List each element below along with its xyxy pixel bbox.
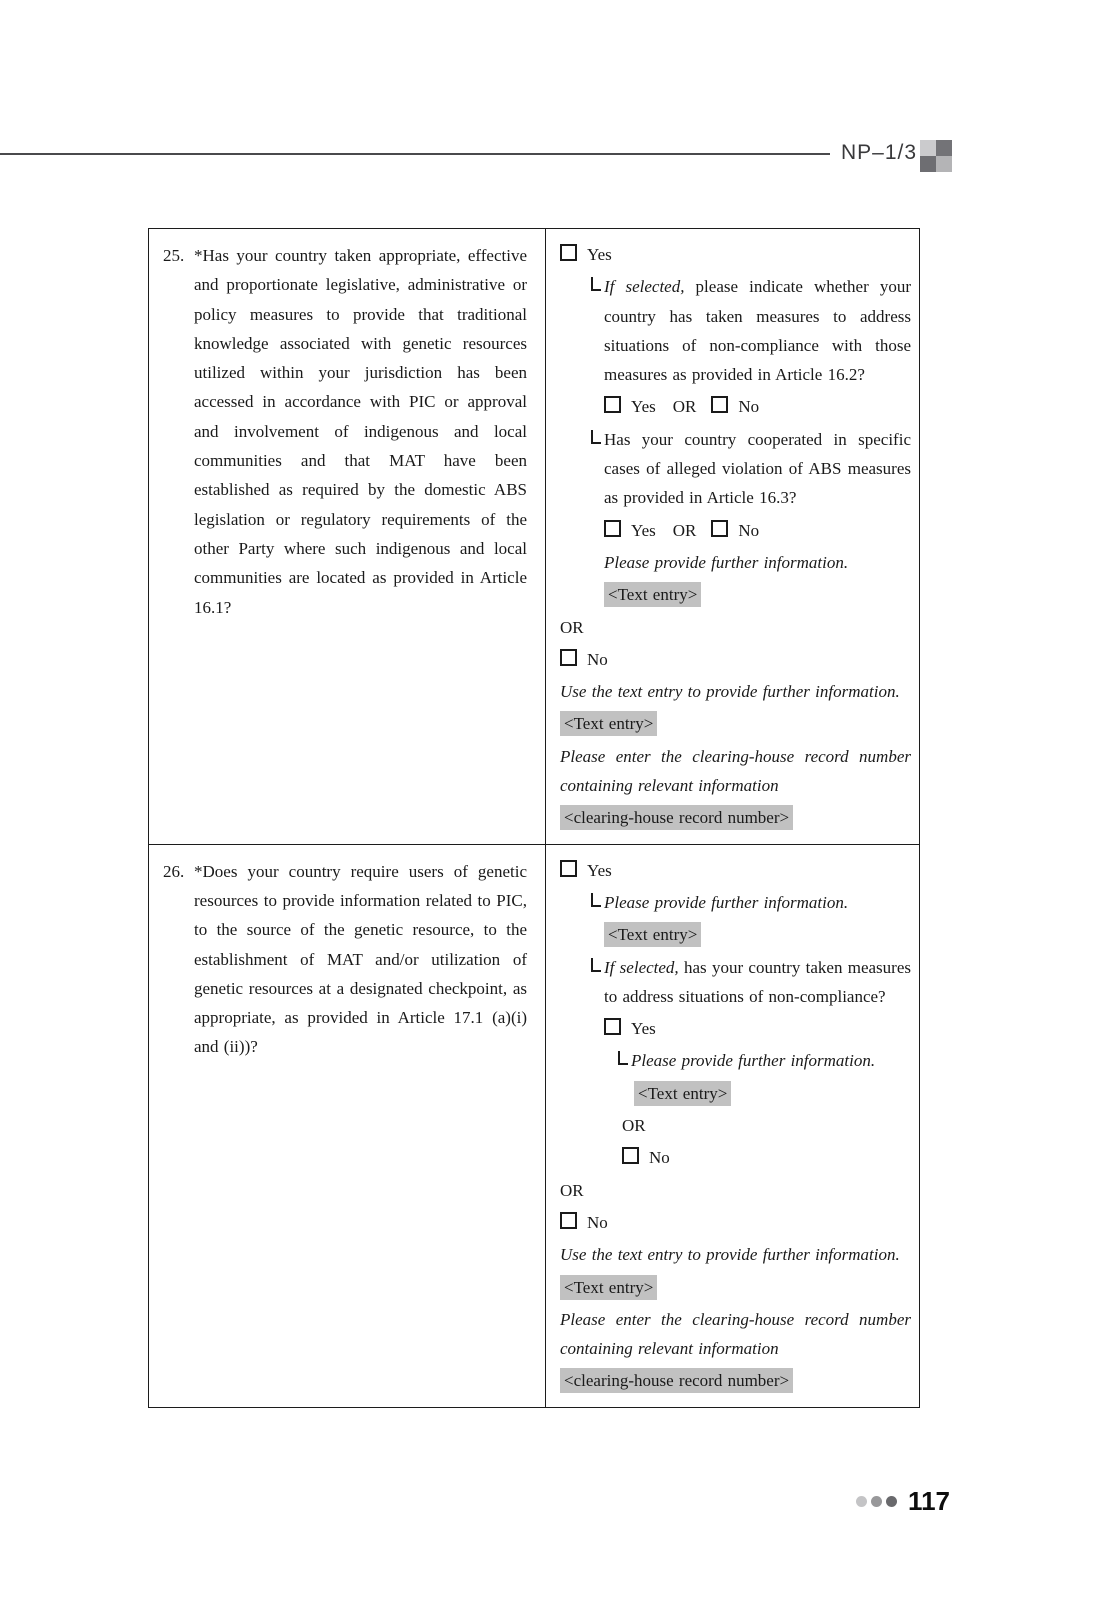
- footer-dot-icon: [871, 1496, 882, 1507]
- sub-question-rest: please indicate whether your country has taken measures to address situations of non-compliance with those measures as provided in Article 16.2?: [604, 277, 911, 385]
- page-number: 117: [908, 1486, 950, 1516]
- text-entry-field[interactable]: <Text entry>: [634, 1081, 731, 1106]
- clearing-house-entry-field[interactable]: <clearing-house record number>: [560, 805, 793, 830]
- option-label: No: [738, 397, 760, 417]
- checker-icon: [920, 140, 952, 172]
- use-text-entry-prompt: Use the text entry to provide further information.: [560, 682, 900, 702]
- or-separator: OR: [622, 1116, 646, 1136]
- text-entry-row: [546, 580, 911, 609]
- question-body: *Has your country taken appropriate, effective and proportionate legislative, administrative or policy measures to provide that traditional knowledge associated with genetic resources utilized within your jurisdiction has been accessed in accordance with PIC or approval and involvement of indigenous and local communities and that MAT have been established as required by the domestic ABS legislation or regulatory requirements of the other Party where such indigenous and local communities are located as provided in Article 16.1?: [194, 246, 527, 617]
- doc-code: NP–1/3: [841, 141, 918, 164]
- sub-question-non-compliance: [546, 953, 911, 1012]
- checker-quadrant: [936, 140, 952, 156]
- option-no: [546, 1208, 911, 1237]
- question-body: *Does your country require users of genetic resources to provide information related to PIC, to the source of the genetic resource, to the establishment of MAT and/or utilization of genetic resources at a designated checkpoint, as appropriate, as provided in Article 17.1 (a)(i) and (ii))?: [194, 861, 527, 1057]
- checkbox-yes[interactable]: [604, 520, 621, 537]
- question-cell-26: [149, 845, 546, 1407]
- provide-info-prompt: Please provide further information.: [604, 892, 849, 912]
- text-entry-field[interactable]: <Text entry>: [604, 922, 701, 947]
- clearing-house-prompt: Please enter the clearing-house record number containing relevant information: [560, 1309, 911, 1359]
- option-yes-or-no: [546, 516, 911, 545]
- or-label: OR: [672, 397, 697, 417]
- option-yes: [546, 240, 911, 269]
- branch-icon: [591, 430, 601, 444]
- branch-icon: [591, 277, 601, 291]
- sub-question-16-3: [546, 425, 911, 513]
- option-label: Yes: [631, 520, 656, 540]
- clearing-house-entry-row: [546, 803, 911, 832]
- provide-info-branch: [546, 1046, 911, 1075]
- page-footer: [852, 1486, 950, 1517]
- branch-icon: [591, 893, 601, 907]
- branch-icon: [591, 958, 601, 972]
- text-entry-field[interactable]: <Text entry>: [560, 711, 657, 736]
- option-label: No: [738, 520, 760, 540]
- checker-quadrant: [920, 156, 936, 172]
- checkbox-yes[interactable]: [604, 396, 621, 413]
- header-rule: [0, 153, 830, 155]
- text-entry-field[interactable]: <Text entry>: [560, 1275, 657, 1300]
- form-table: [148, 228, 920, 1408]
- option-label: Yes: [587, 245, 612, 264]
- option-yes: [546, 1014, 911, 1043]
- checkbox-yes[interactable]: [560, 860, 577, 877]
- option-label: No: [649, 1148, 670, 1168]
- checkbox-no[interactable]: [560, 1212, 577, 1229]
- sub-question-lead: If selected,: [604, 277, 685, 297]
- footer-dot-icon: [856, 1496, 867, 1507]
- answer-cell-25: [546, 229, 919, 844]
- question-cell-25: [149, 229, 546, 844]
- or-separator: OR: [560, 617, 584, 637]
- answer-cell-26: [546, 845, 919, 1407]
- checkbox-no[interactable]: [622, 1147, 639, 1164]
- text-entry-row: [546, 920, 911, 949]
- checkbox-no[interactable]: [560, 649, 577, 666]
- clearing-house-entry-row: [546, 1366, 911, 1395]
- text-entry-field[interactable]: <Text entry>: [604, 582, 701, 607]
- sub-question-lead: If selected,: [604, 957, 679, 977]
- option-label: Yes: [587, 860, 612, 880]
- provide-info-prompt: Please provide further information.: [631, 1051, 876, 1071]
- text-entry-row: [546, 1079, 911, 1108]
- option-label: No: [587, 649, 608, 669]
- checkbox-yes[interactable]: [560, 244, 577, 261]
- question-text-26: [157, 857, 527, 1062]
- sub-question-text: Has your country cooperated in specific cases of alleged violation of ABS measures as provided in Article 16.3?: [604, 429, 911, 508]
- question-text-25: [157, 241, 527, 622]
- text-entry-row: [546, 1273, 911, 1302]
- checkbox-no[interactable]: [711, 520, 728, 537]
- option-yes: [546, 856, 911, 885]
- checkbox-yes[interactable]: [604, 1018, 621, 1035]
- option-no: [546, 1143, 911, 1172]
- provide-info-branch: [546, 888, 911, 917]
- footer-dot-icon: [886, 1496, 897, 1507]
- option-label: Yes: [631, 397, 656, 417]
- clearing-house-entry-field[interactable]: <clearing-house record number>: [560, 1368, 793, 1393]
- option-label: Yes: [631, 1019, 656, 1039]
- clearing-house-prompt: Please enter the clearing-house record number containing relevant information: [560, 746, 911, 796]
- or-separator: OR: [560, 1180, 584, 1200]
- text-entry-row: [546, 709, 911, 738]
- branch-icon: [618, 1051, 628, 1065]
- checker-quadrant: [936, 156, 952, 172]
- question-row-26: [149, 844, 919, 1407]
- provide-info-prompt: Please provide further information.: [604, 552, 849, 572]
- sub-question-rest: has your country taken measures to address situations of non-compliance?: [604, 957, 911, 1006]
- or-label: OR: [672, 520, 697, 540]
- sub-question-16-2: [546, 272, 911, 389]
- checker-quadrant: [920, 140, 936, 156]
- question-number: 26.: [163, 861, 185, 881]
- option-no: [546, 645, 911, 674]
- question-number: 25.: [163, 246, 185, 265]
- option-yes-or-no: [546, 392, 911, 421]
- question-row-25: [149, 229, 919, 844]
- checkbox-no[interactable]: [711, 396, 728, 413]
- option-label: No: [587, 1212, 608, 1232]
- use-text-entry-prompt: Use the text entry to provide further information.: [560, 1245, 900, 1265]
